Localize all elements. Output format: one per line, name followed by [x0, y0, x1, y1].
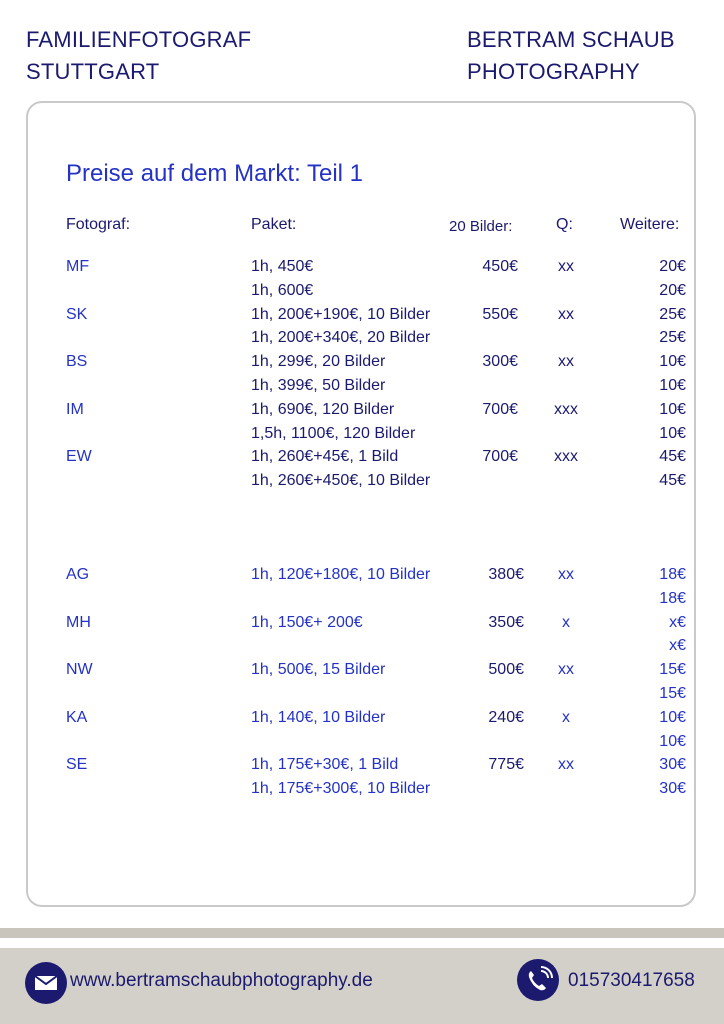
table-row	[0, 563, 724, 587]
cell-paket: 1h, 260€+450€, 10 Bilder	[251, 472, 431, 490]
cell-paket: 1h, 299€, 20 Bilder	[251, 353, 386, 371]
cell-q: x	[562, 708, 570, 726]
cell-fotograf: EW	[66, 448, 92, 466]
cell-fotograf: MH	[66, 613, 91, 631]
table-row	[0, 658, 724, 682]
col-header-q: Q:	[556, 216, 573, 233]
cell-paket: 1h, 260€+45€, 1 Bild	[251, 448, 399, 466]
table-row	[0, 398, 724, 422]
cell-weitere: 10€	[659, 708, 686, 726]
table-row	[0, 682, 724, 706]
table-row	[0, 303, 724, 327]
cell-paket: 1h, 399€, 50 Bilder	[251, 377, 386, 394]
cell-paket: 1h, 200€+340€, 20 Bilder	[251, 329, 431, 347]
footer-divider	[0, 928, 724, 938]
cell-weitere: 10€	[659, 732, 686, 750]
col-header-20-bilder: 20 Bilder:	[449, 218, 513, 235]
cell-20-bilder: 700€	[482, 448, 518, 466]
website-link[interactable]: www.bertramschaubphotography.de	[70, 970, 373, 991]
header-right	[467, 24, 675, 88]
cell-q: xx	[558, 305, 574, 323]
table-row	[0, 634, 724, 658]
cell-20-bilder: 550€	[482, 305, 518, 323]
header-left	[26, 24, 251, 88]
cell-weitere: 10€	[659, 377, 686, 394]
cell-weitere: 30€	[659, 756, 686, 774]
cell-20-bilder: 240€	[488, 708, 524, 726]
cell-paket: 1h, 450€	[251, 258, 314, 275]
table-row	[0, 445, 724, 469]
cell-weitere: 30€	[659, 780, 686, 798]
cell-paket: 1h, 175€+30€, 1 Bild	[251, 756, 399, 774]
cell-fotograf: NW	[66, 661, 93, 679]
cell-20-bilder: 775€	[488, 756, 524, 774]
cell-20-bilder: 700€	[482, 400, 518, 418]
cell-q: xxx	[554, 400, 578, 418]
cell-q: xx	[558, 353, 574, 371]
col-header-paket: Paket:	[251, 216, 297, 233]
table-row	[0, 350, 724, 374]
phone-icon[interactable]	[517, 959, 559, 1001]
table-row	[0, 374, 724, 398]
table-row	[0, 255, 724, 279]
cell-paket: 1h, 200€+190€, 10 Bilder	[251, 305, 431, 323]
cell-fotograf: KA	[66, 708, 88, 726]
col-header-fotograf: Fotograf:	[66, 216, 131, 233]
cell-fotograf: SK	[66, 305, 88, 323]
cell-20-bilder: 450€	[482, 258, 518, 275]
envelope-icon[interactable]	[25, 962, 67, 1004]
cell-paket: 1h, 175€+300€, 10 Bilder	[251, 780, 431, 798]
table-row	[0, 753, 724, 777]
cell-weitere: 10€	[659, 353, 686, 371]
cell-weitere: x€	[669, 613, 686, 631]
cell-weitere: 45€	[659, 472, 686, 490]
cell-weitere: 15€	[659, 661, 686, 679]
cell-fotograf: SE	[66, 756, 88, 774]
cell-20-bilder: 300€	[482, 353, 518, 371]
phone-number[interactable]: 015730417658	[568, 970, 695, 991]
cell-fotograf: AG	[66, 566, 90, 583]
cell-weitere: 18€	[659, 566, 686, 583]
cell-fotograf: IM	[66, 400, 84, 418]
cell-weitere: 10€	[659, 424, 686, 442]
cell-q: x	[562, 613, 570, 631]
cell-20-bilder: 500€	[488, 661, 524, 679]
cell-q: xx	[558, 756, 574, 774]
cell-weitere: 18€	[659, 589, 686, 607]
cell-weitere: 25€	[659, 329, 686, 347]
table-row	[0, 587, 724, 611]
cell-weitere: 15€	[659, 685, 686, 702]
cell-paket: 1h, 120€+180€, 10 Bilder	[251, 566, 431, 583]
cell-weitere: 10€	[659, 400, 686, 418]
cell-paket: 1,5h, 1100€, 120 Bilder	[251, 424, 416, 442]
cell-q: xx	[558, 566, 574, 583]
col-header-weitere: Weitere:	[620, 216, 680, 233]
cell-q: xx	[558, 258, 574, 275]
cell-weitere: x€	[669, 637, 686, 655]
cell-weitere: 45€	[659, 448, 686, 466]
header-left-line1: FAMILIENFOTOGRAF	[26, 27, 252, 52]
cell-paket: 1h, 140€, 10 Bilder	[251, 708, 386, 726]
table-row	[0, 469, 724, 493]
cell-fotograf: MF	[66, 258, 90, 275]
table-row	[0, 326, 724, 350]
table-row	[0, 279, 724, 303]
cell-weitere: 25€	[659, 305, 686, 323]
cell-paket: 1h, 500€, 15 Bilder	[251, 661, 386, 679]
cell-weitere: 20€	[659, 281, 686, 299]
cell-paket: 1h, 600€	[251, 281, 314, 299]
table-row	[0, 706, 724, 730]
header-right-line1: BERTRAM SCHAUB	[467, 27, 675, 52]
cell-fotograf: BS	[66, 353, 88, 371]
table-row	[0, 422, 724, 446]
cell-weitere: 20€	[659, 258, 686, 275]
table-row	[0, 611, 724, 635]
cell-q: xxx	[554, 448, 578, 466]
cell-q: xx	[558, 661, 574, 679]
header-right-line2: PHOTOGRAPHY	[467, 59, 640, 84]
cell-20-bilder: 350€	[488, 613, 524, 631]
cell-paket: 1h, 690€, 120 Bilder	[251, 400, 395, 418]
page-title: Preise auf dem Markt: Teil 1	[66, 160, 364, 187]
cell-20-bilder: 380€	[488, 566, 524, 583]
table-row	[0, 777, 724, 801]
table-row	[0, 730, 724, 754]
header-left-line2: STUTTGART	[26, 59, 160, 84]
cell-paket: 1h, 150€+ 200€	[251, 613, 363, 631]
